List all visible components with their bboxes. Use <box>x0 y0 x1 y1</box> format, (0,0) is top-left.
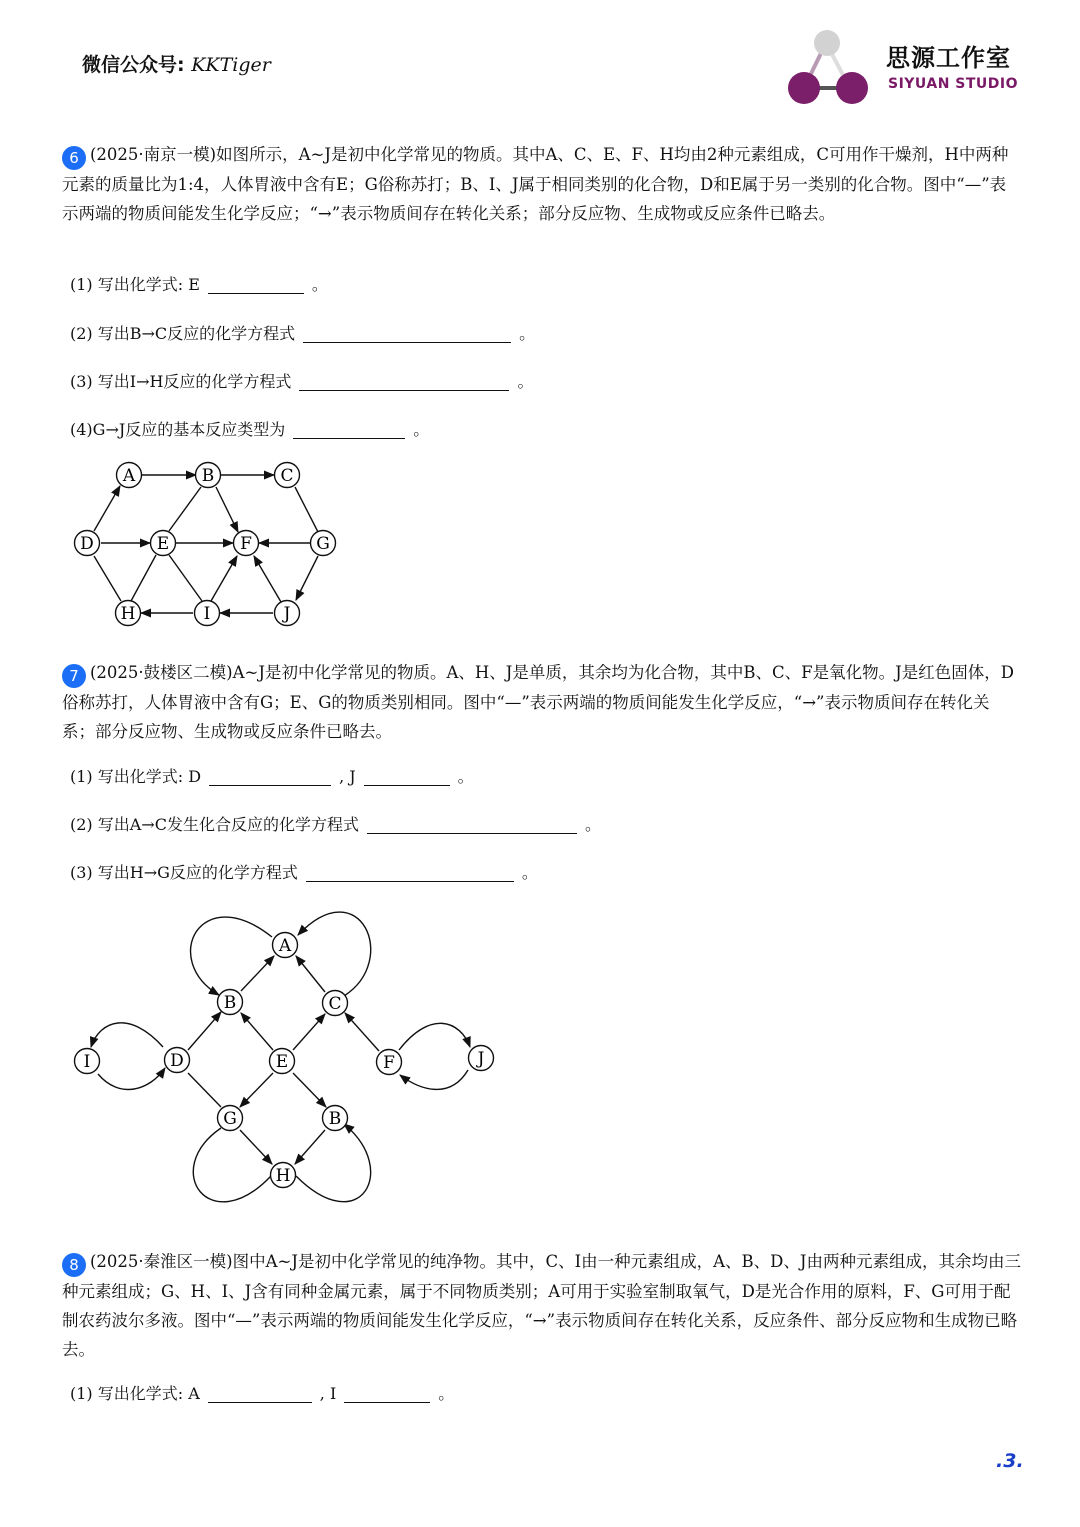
node-label-E: E <box>156 534 170 554</box>
question-text: (2025·秦淮区一模)图中A~J是初中化学常见的纯净物。其中，C、I由一种元素组成，A、B、D、J由两种元素组成，其余均由三种元素组成；G、H、I、J含有同种金属元素，属于不同物质类别；A可用于实验室制取氧气，D是光合作用的原料，F、G可用于配制农药波尔多液。图中“—”表示两端的物质间能发生化学反应，“→”表示物质间存在转化关系，反应条件、部分反应物和生成物已略去。 <box>62 1252 1021 1359</box>
node-label-B: B <box>201 466 215 486</box>
sub-end: 。 <box>438 1384 455 1403</box>
node-label-E: E <box>275 1052 289 1072</box>
node-label-C: C <box>280 466 294 486</box>
node-label-J: J <box>477 1049 485 1069</box>
sub-prompt: (1) 写出化学式: E <box>70 275 200 294</box>
node-label-H: H <box>120 604 136 624</box>
sub-prompt: (3) 写出I→H反应的化学方程式 <box>70 372 292 391</box>
sub-prompt: (1) 写出化学式: D <box>70 767 202 786</box>
node-label-I: I <box>83 1052 91 1072</box>
node-label-G: G <box>223 1109 237 1129</box>
studio-name: 思源工作室 <box>886 44 1011 72</box>
sub-prompt: (3) 写出H→G反应的化学方程式 <box>70 863 298 882</box>
page-number: .3. <box>996 1450 1024 1472</box>
node-label-I: I <box>203 604 211 624</box>
question-number: 7 <box>62 664 86 688</box>
answer-blank[interactable] <box>344 1384 430 1403</box>
subquestion-8-1 <box>70 1381 454 1404</box>
sub-prompt: (2) 写出A→C发生化合反应的化学方程式 <box>70 815 359 834</box>
question-8 <box>62 1247 1022 1364</box>
sub-end: 。 <box>521 863 538 882</box>
node-label-F: F <box>383 1053 395 1073</box>
sub-end: 。 <box>413 420 430 439</box>
sub-prompt: (2) 写出B→C反应的化学方程式 <box>70 324 296 343</box>
node-label-A: A <box>122 466 136 486</box>
sub-end: 。 <box>519 324 536 343</box>
node-label-G: G <box>316 534 330 554</box>
node-label-F: F <box>240 534 252 554</box>
node-label-H: H <box>275 1166 291 1186</box>
account-label: 微信公众号: <box>82 54 185 76</box>
answer-blank[interactable] <box>208 1384 312 1403</box>
sub-end: 。 <box>311 275 328 294</box>
sub-prompt: (4)G→J反应的基本反应类型为 <box>70 420 286 439</box>
node-label-D: D <box>170 1051 184 1071</box>
node-label-C: C <box>328 994 342 1014</box>
sub-mid: , I <box>319 1384 337 1403</box>
node-label-D: D <box>80 534 94 554</box>
sub-prompt: (1) 写出化学式: A <box>70 1384 200 1403</box>
question-text: (2025·鼓楼区二模)A~J是初中化学常见的物质。A、H、J是单质，其余均为化合物，其中B、C、F是氧化物。J是红色固体，D俗称苏打，人体胃液中含有G；E、G的物质类别相同。图中“—”表示两端的物质间能发生化学反应，“→”表示物质间存在转化关系；部分反应物、生成物或反应条件已略去。 <box>62 663 1014 741</box>
question-number: 8 <box>62 1253 86 1277</box>
sub-end: 。 <box>517 372 534 391</box>
question-number: 6 <box>62 146 86 170</box>
question-text: (2025·南京一模)如图所示，A~J是初中化学常见的物质。其中A、C、E、F、H均由2种元素组成，C可用作干燥剂，H中两种元素的质量比为1:4，人体胃液中含有E；G俗称苏打；B、I、J属于相同类别的化合物，D和E属于另一类别的化合物。图中“—”表示两端的物质间能发生化学反应；“→”表示物质间存在转化关系；部分反应物、生成物或反应条件已略去。 <box>62 145 1009 223</box>
sub-mid: , J <box>339 767 356 786</box>
node-label-A: A <box>278 936 292 956</box>
account-name: KKTiger <box>191 54 271 76</box>
studio-name-en: SIYUAN STUDIO <box>888 76 1019 92</box>
node-label-B: B <box>328 1109 342 1129</box>
sub-end: 。 <box>457 767 474 786</box>
sub-end: 。 <box>584 815 601 834</box>
node-label-B: B <box>223 993 237 1013</box>
node-label-J: J <box>283 604 291 624</box>
